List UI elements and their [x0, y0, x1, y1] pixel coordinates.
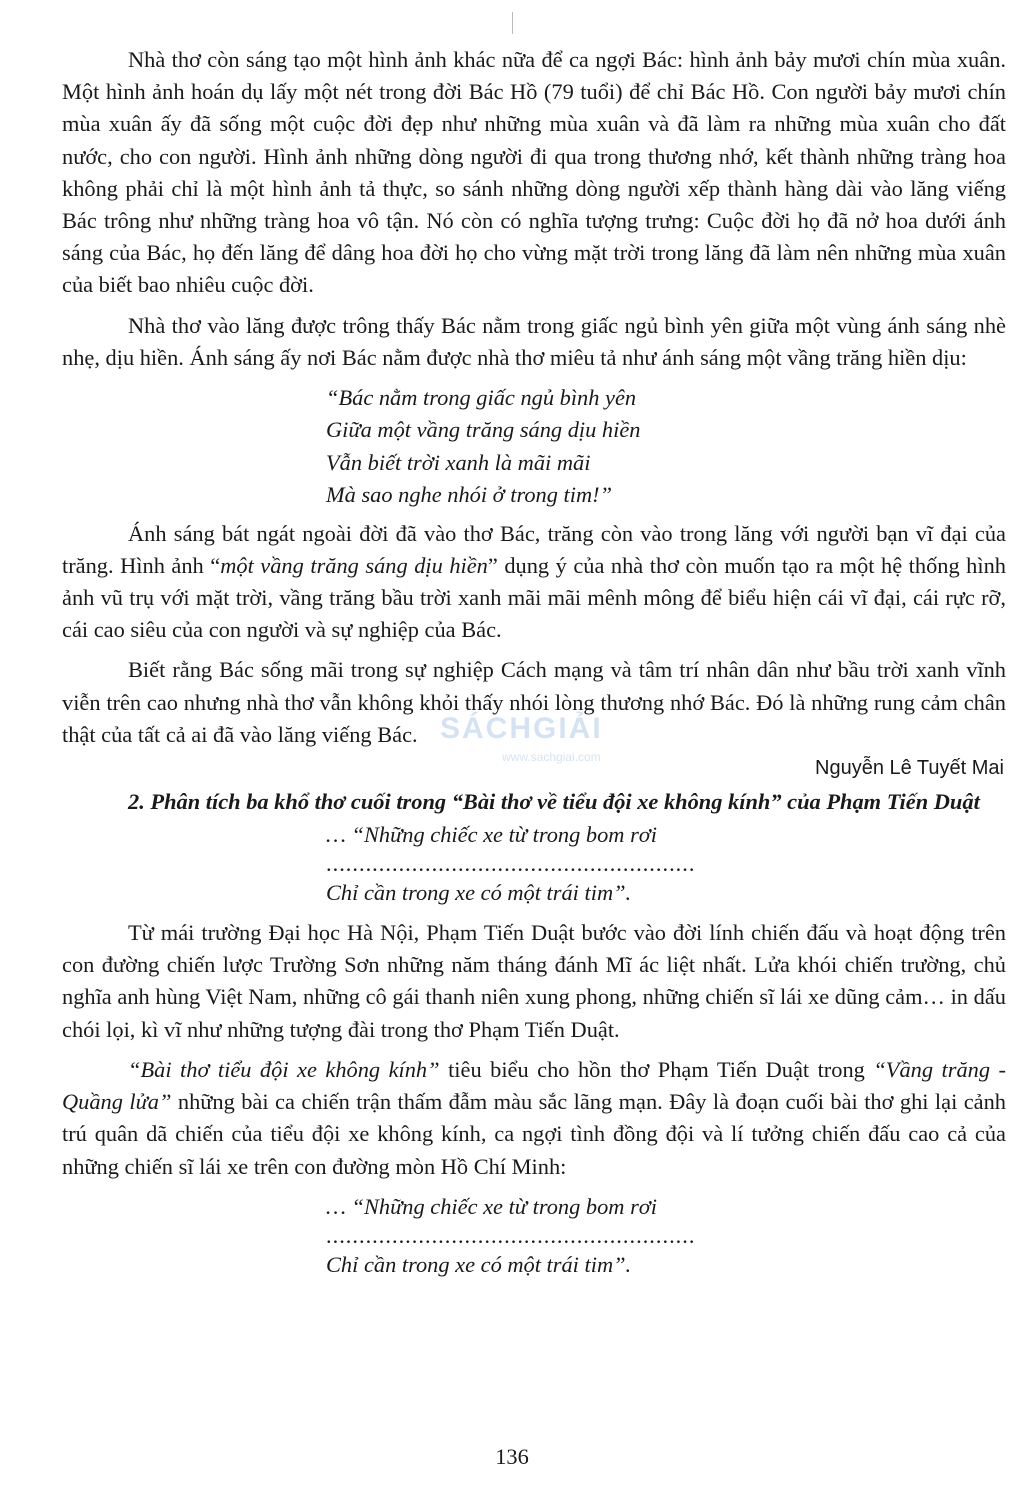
poem-line: “Bác nằm trong giấc ngủ bình yên — [326, 385, 637, 411]
section-heading: 2. Phân tích ba khổ thơ cuối trong “Bài thơ về tiểu đội xe không kính” của Phạm Tiến Duật — [128, 789, 980, 815]
excerpt-line: Chỉ cần trong xe có một trái tim”. — [326, 880, 632, 906]
quoted-title: “Bài thơ tiểu đội xe không kính” — [128, 1056, 440, 1082]
poem-line: Mà sao nghe nhói ở trong tim!” — [326, 482, 613, 508]
excerpt-quote — [326, 1191, 1006, 1281]
paragraph-pham-tien-duat: Từ mái trường Đại học Hà Nội, Phạm Tiến Duật bước vào đời lính chiến đấu và hoạt động trên con đường chiến lược Trường Sơn những năm tháng đánh Mĩ ác liệt nhất. Lửa khói chiến trường, chủ nghĩa anh hùng Việt Nam, những cô gái thanh niên xung phong, những chiến sĩ lái xe dũng cảm… in dấu chói lọi, kì vĩ như những tượng đài trong thơ Phạm Tiến Duật. — [62, 920, 1006, 1042]
scan-mark — [512, 12, 513, 34]
paragraph-poem-intro — [62, 1054, 1006, 1183]
excerpt-quote — [326, 819, 1006, 909]
quoted-phrase: một vầng trăng sáng dịu hiền — [220, 552, 488, 578]
text-run: ” dụng ý của nhà thơ còn muốn tạo ra một hệ thống hình ảnh vũ trụ với mặt trời, vầng trăng bầu trời xanh mãi mãi mênh mông để biểu hiện cái vĩ đại, cái rực rỡ, cái cao siêu của con người và sự nghiệp của Bác. — [62, 552, 1006, 643]
watermark-url: www.sachgiai.com — [502, 750, 601, 764]
poem-quote — [326, 382, 1006, 512]
excerpt-line: Chỉ cần trong xe có một trái tim”. — [326, 1251, 632, 1277]
paragraph-seventy-nine-springs: Nhà thơ còn sáng tạo một hình ảnh khác nữa để ca ngợi Bác: hình ảnh bảy mươi chín mùa xuân. Một hình ảnh hoán dụ lấy một nét trong đời Bác Hồ (79 tuổi) để chỉ Bác Hồ. Con người bảy mươi chín mùa xuân ấy đã sống một cuộc đời đẹp như những mùa xuân và đã làm ra những mùa xuân cho đất nước, cho con người. Hình ảnh những dòng người đi qua trong thương nhớ, kết thành những tràng hoa không phải chỉ là một hình ảnh tả thực, so sánh những dòng người xếp thành hàng dài vào lăng viếng Bác trông như những tràng hoa vô tận. Nó còn có nghĩa tượng trưng: Cuộc đời họ đã nở hoa dưới ánh sáng của Bác, họ đến lăng để dâng hoa đời họ cho vừng mặt trời trong lăng đã làm nên những mùa xuân của biết bao nhiêu cuộc đời. — [62, 47, 1006, 298]
watermark-logo — [432, 706, 632, 766]
page-content — [62, 44, 1006, 1289]
paragraph-eternal-sky: Biết rằng Bác sống mãi trong sự nghiệp Cách mạng và tâm trí nhân dân như bầu trời xanh vĩnh viễn trên cao nhưng nhà thơ vẫn không khỏi thấy nhói lòng thương nhớ Bác. Đó là những rung cảm chân thật của tất cả ai đã vào lăng viếng Bác. — [62, 657, 1006, 747]
text-run: những bài ca chiến trận thấm đẫm màu sắc lãng mạn. Đây là đoạn cuối bài thơ ghi lại cảnh trú quân dã chiến của tiểu đội xe không kính, ca ngợi tình đồng đội và lí tưởng chiến đấu cao cả của những chiến sĩ lái xe trên con đường mòn Hồ Chí Minh: — [62, 1089, 1006, 1179]
author-signature: Nguyễn Lê Tuyết Mai — [815, 757, 1004, 780]
text-run: tiêu biểu cho hồn thơ Phạm Tiến Duật trong — [439, 1056, 874, 1082]
poem-line: Vẫn biết trời xanh là mãi mãi — [326, 449, 591, 475]
excerpt-line: … “Những chiếc xe từ trong bom rơi — [326, 822, 657, 848]
ellipsis-line: ........................................................ — [326, 851, 696, 877]
quoted-title: “Vầng trăng - Quầng lửa” — [62, 1056, 1006, 1115]
ellipsis-line: ........................................................ — [326, 1222, 696, 1248]
page-number: 136 — [495, 1444, 529, 1469]
watermark-text: SÁCHGIẢI — [440, 712, 603, 745]
excerpt-line: … “Những chiếc xe từ trong bom rơi — [326, 1193, 657, 1219]
paragraph-moon-image — [62, 518, 1006, 647]
poem-line: Giữa một vầng trăng sáng dịu hiền — [326, 417, 641, 443]
text-run: Ánh sáng bát ngát ngoài đời đã vào thơ Bác, trăng còn vào trong lăng với người bạn vĩ đại của trăng. Hình ảnh “ — [62, 520, 1006, 578]
paragraph-moonlight: Nhà thơ vào lăng được trông thấy Bác nằm trong giấc ngủ bình yên giữa một vùng ánh sáng nhè nhẹ, dịu hiền. Ánh sáng ấy nơi Bác nằm được nhà thơ miêu tả như ánh sáng một vầng trăng hiền dịu: — [62, 312, 1006, 370]
